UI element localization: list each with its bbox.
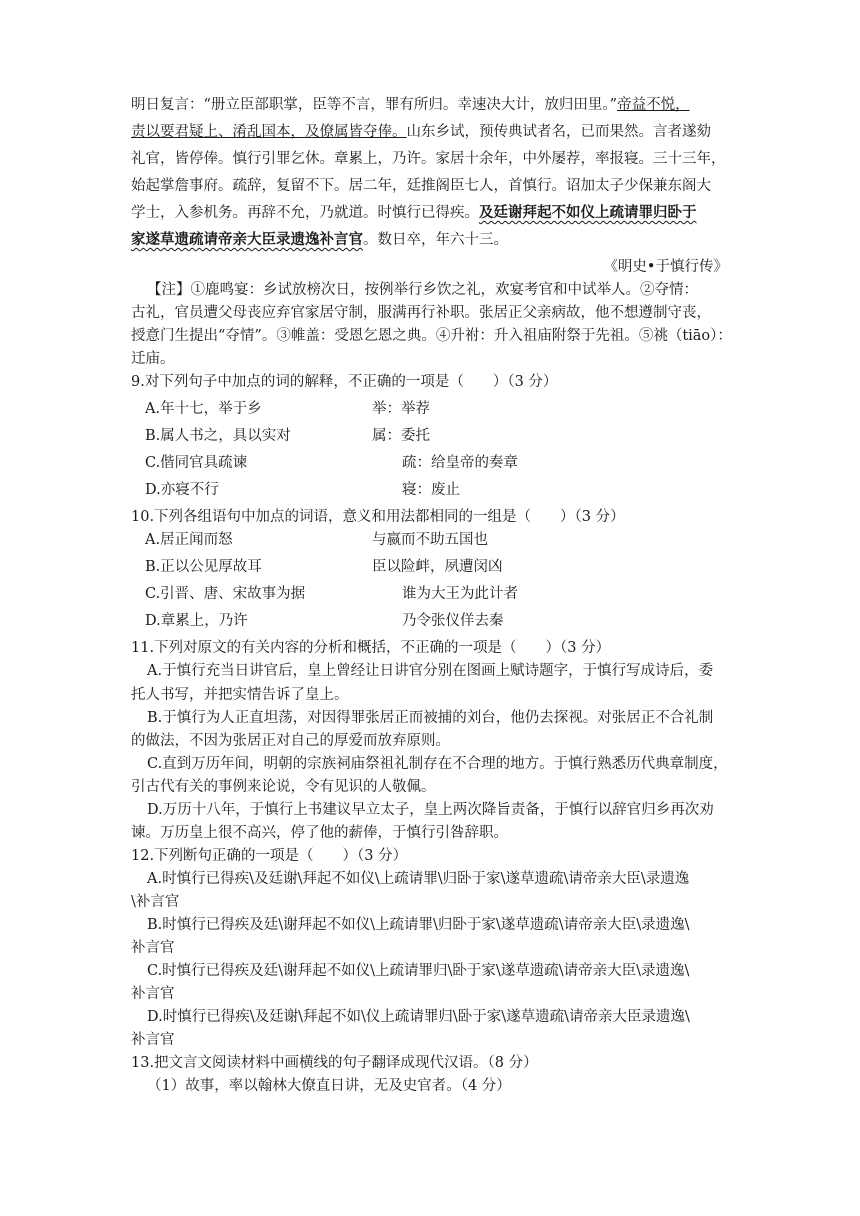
punctuation-target-sentence: 家遂草遗疏请帝亲大臣录遗逸补言官 [131,231,363,248]
q11-option-d-line-2: 谏。万历皇上很不高兴，停了他的薪俸，于慎行引咎辞职。 [131,825,508,841]
q9-option-b-gloss: 属：委托 [372,428,430,444]
question-10-stem: 10.下列各组语句中加点的词语，意义和用法都相同的一组是（ ）（3 分） [131,509,625,525]
passage-line-3: 礼官，皆停俸。慎行引罪乞休。章累上，乃许。家居十余年，中外屡荐，率报寝。三十三年， [131,151,726,167]
q11-option-b-line-1: B.于慎行为人正直坦荡，对因得罪张居正而被捕的刘台，他仍去探视。对张居正不合礼制 [147,710,714,726]
q9-option-d-gloss: 寝：废止 [402,482,460,498]
passage-line-4: 始起掌詹事府。疏辞，复留不下。居二年，廷推阁臣七人，首慎行。诏加太子少保兼东阁大 [131,178,711,194]
q11-option-c-line-2: 引古代有关的事例来论说，令有见识的人敬佩。 [131,779,436,795]
q9-option-b: B.属人书之，具以实对 [145,428,291,444]
q12-option-a-line-1: A.时慎行已得疾\及廷谢\拜起不如仪\上疏请罪\归卧于家\遂草遗疏\请帝亲大臣\录遗逸 [147,871,690,887]
q9-option-a-gloss: 举：举荐 [372,401,430,417]
passage-text: 山东乡试，预传典试者名，已而果然。言者遂劾 [406,124,711,140]
question-12-stem: 12.下列断句正确的一项是（ ）（3 分） [131,848,408,864]
q10-option-c: C.引晋、唐、宋故事为据 [145,586,306,602]
passage-text: 明日复言：“册立臣部职掌，臣等不言，罪有所归。幸速决大计，放归田里。” [131,97,618,113]
q12-option-b-line-1: B.时慎行已得疾及廷\谢拜起不如仪\上疏请罪\归卧于家\遂草遗疏\请帝亲大臣\录遗逸\ [147,917,690,933]
notes-line-3: 授意门生提出“夺情”。③帷盖：受恩乞恩之典。④升祔：升入祖庙附祭于先祖。⑤祧（tiāo）： [131,328,732,344]
passage-line-2 [131,123,711,141]
passage-line-5 [131,204,697,222]
question-13-stem: 13.把文言文阅读材料中画横线的句子翻译成现代汉语。（8 分） [131,1055,538,1071]
q10-option-d: D.章累上，乃许 [145,613,248,629]
q9-option-a: A.年十七，举于乡 [145,401,262,417]
q12-option-c-line-2: 补言官 [131,986,175,1002]
q9-option-d: D.亦寝不行 [145,482,219,498]
q11-option-b-line-2: 的做法，不因为张居正对自己的厚爱而放弃原则。 [131,733,450,749]
passage-line-1 [131,96,690,114]
notes-line-4: 迁庙。 [131,351,175,367]
punctuation-target-sentence: 及廷谢拜起不如仪上疏请罪归卧于 [479,204,697,221]
passage-line-6 [131,231,508,249]
question-11-stem: 11.下列对原文的有关内容的分析和概括，不正确的一项是（ ）（3 分） [131,640,611,656]
q11-option-a-line-2: 托人书写，并把实情告诉了皇上。 [131,687,349,703]
underlined-sentence: 责以要君疑上、淆乱国本，及僚属皆夺俸。 [131,124,407,140]
q10-option-c-pair: 谁为大王为此计者 [402,586,518,602]
q13-sub-question-1: （1）故事，率以翰林大僚直日讲，无及史官者。（4 分） [147,1078,511,1094]
q10-option-b-pair: 臣以险衅，夙遭闵凶 [372,559,503,575]
q10-option-a: A.居正闻而怒 [145,532,233,548]
passage-text: 。数日卒，年六十三。 [363,232,508,248]
notes-line-1: 【注】①鹿鸣宴：乡试放榜次日，按例举行乡饮之礼，欢宴考官和中试举人。②夺情： [147,282,698,298]
notes-line-2: 古礼，官员遭父母丧应弃官家居守制，服满再行补职。张居正父亲病故，他不想遵制守丧， [131,305,711,321]
question-9-stem: 9.对下列句子中加点的词的解释，不正确的一项是（ ）（3 分） [131,374,558,390]
q9-option-c-gloss: 疏：给皇帝的奏章 [402,455,518,471]
q12-option-d-line-1: D.时慎行已得疾\及廷谢\拜起不如\仪上疏请罪归\卧于家\遂草遗疏\请帝亲大臣录遗逸\ [147,1009,690,1025]
q10-option-d-pair: 乃令张仪佯去秦 [402,613,504,629]
q12-option-d-line-2: 补言官 [131,1032,175,1048]
q12-option-c-line-1: C.时慎行已得疾及廷\谢拜起不如仪\上疏请罪归\卧于家\遂草遗疏\请帝亲大臣\录遗逸\ [147,963,690,979]
q9-option-c: C.偕同官具疏谏 [145,455,248,471]
q11-option-c-line-1: C.直到万历年间，明朝的宗族祠庙祭祖礼制存在不合理的地方。于慎行熟悉历代典章制度， [147,756,728,772]
passage-text: 学士，入参机务。再辞不允，乃就道。时慎行已得疾。 [131,205,479,221]
q11-option-a-line-1: A.于慎行充当日讲官后，皇上曾经让日讲官分别在图画上赋诗题字，于慎行写成诗后，委 [147,663,714,679]
q10-option-a-pair: 与嬴而不助五国也 [372,532,488,548]
q10-option-b: B.正以公见厚故耳 [145,559,262,575]
q11-option-d-line-1: D.万历十八年，于慎行上书建议早立太子，皇上两次降旨责备，于慎行以辞官归乡再次劝 [147,802,714,818]
q12-option-b-line-2: 补言官 [131,940,175,956]
q12-option-a-line-2: \补言官 [131,894,180,910]
source-citation: 《明史•于慎行传》 [603,259,728,275]
underlined-sentence: 帝益不悦， [617,97,690,113]
